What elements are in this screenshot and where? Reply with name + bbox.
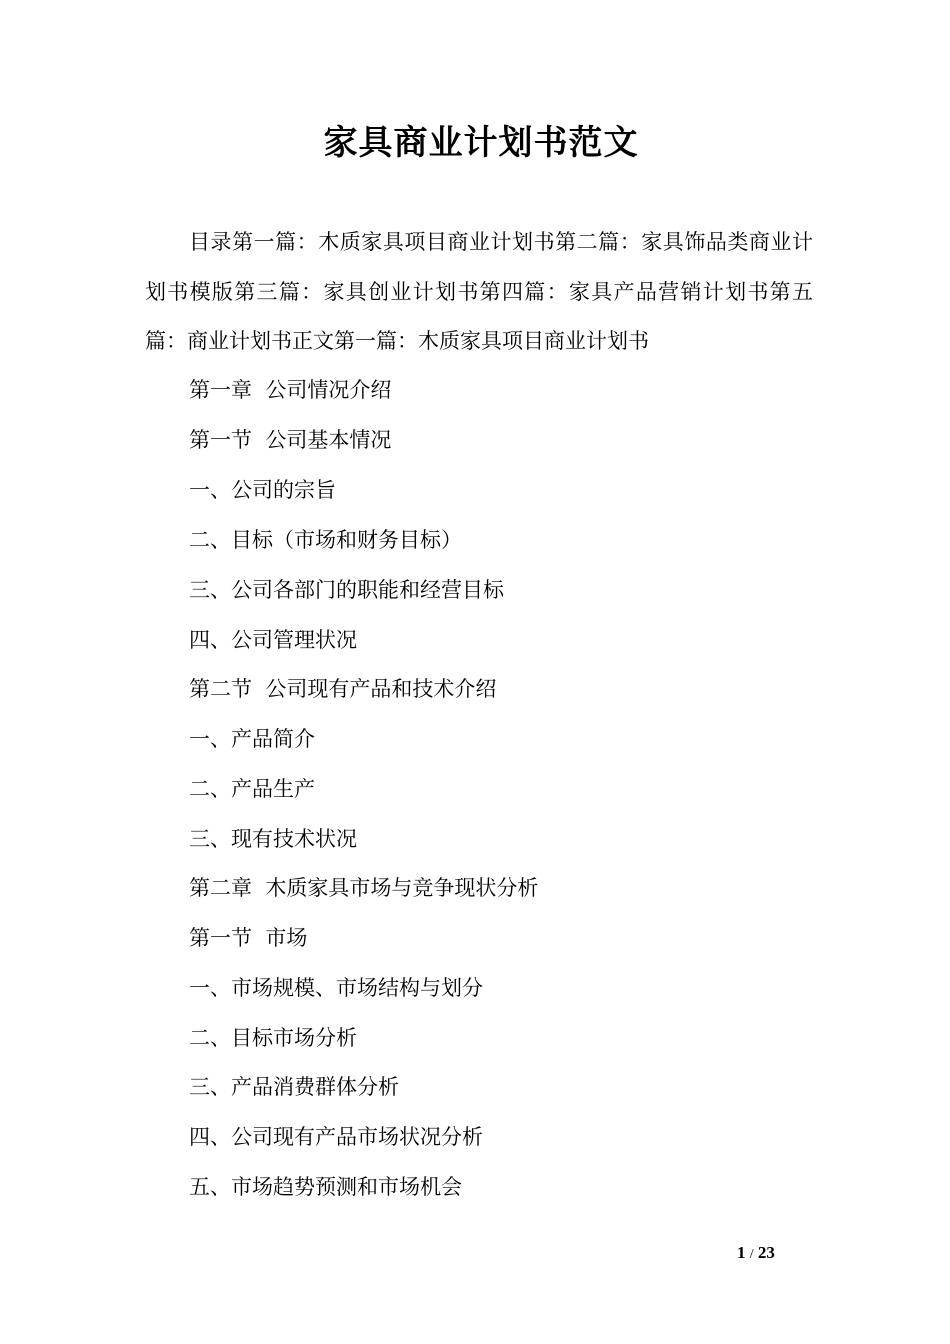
total-pages: 23 (757, 1243, 775, 1262)
list-item: 三、公司各部门的职能和经营目标 (189, 578, 504, 602)
chapter-heading: 第二章 木质家具市场与竞争现状分析 (189, 876, 539, 900)
list-item: 三、产品消费群体分析 (189, 1075, 399, 1099)
list-item: 四、公司现有产品市场状况分析 (189, 1125, 483, 1149)
list-item: 二、产品生产 (189, 777, 315, 801)
list-item: 二、目标（市场和财务目标） (189, 528, 462, 552)
section-heading: 第一节 公司基本情况 (189, 428, 392, 452)
chapter-heading: 第一章 公司情况介绍 (189, 378, 392, 402)
list-item: 二、目标市场分析 (189, 1026, 357, 1050)
list-item: 三、现有技术状况 (189, 827, 357, 851)
list-item: 一、产品简介 (189, 727, 315, 751)
section-heading: 第二节 公司现有产品和技术介绍 (189, 677, 497, 701)
page-separator: / (749, 1247, 754, 1262)
page-number (737, 1241, 775, 1267)
section-heading: 第一节 市场 (189, 926, 308, 950)
list-item: 一、市场规模、市场结构与划分 (189, 976, 483, 1000)
list-item: 四、公司管理状况 (189, 628, 357, 652)
current-page: 1 (737, 1243, 746, 1262)
list-item: 五、市场趋势预测和市场机会 (189, 1175, 462, 1199)
document-title: 家具商业计划书范文 (323, 123, 639, 163)
table-of-contents-paragraph: 目录第一篇：木质家具项目商业计划书第二篇：家具饰品类商业计划书模版第三篇：家具创业计划书第四篇：家具产品营销计划书第五篇：商业计划书正文第一篇：木质家具项目商业计划书 (145, 230, 813, 353)
list-item: 一、公司的宗旨 (189, 478, 336, 502)
